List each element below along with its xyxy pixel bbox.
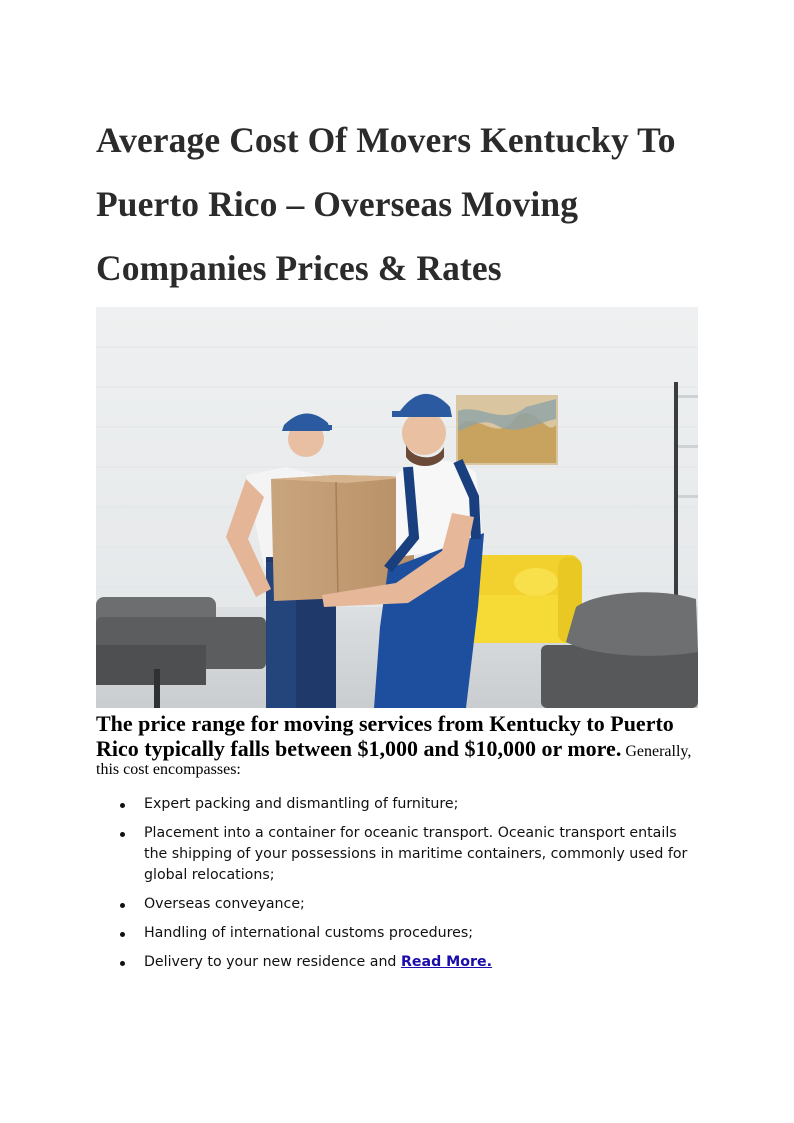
list-item: Placement into a container for oceanic transport. Oceanic transport entails the shipping of your possessions in maritime containers, commonly used for global relocations; [144,823,698,886]
list-item: Overseas conveyance; [144,894,698,915]
price-summary [96,711,698,778]
list-item: Handling of international customs procedures; [144,923,698,944]
price-summary-bold: The price range for moving services from Kentucky to Puerto Rico typically falls between $1,000 and $10,000 or more. [96,711,674,761]
services-list [96,794,698,973]
list-item [144,952,698,973]
read-more-link[interactable]: Read More. [400,954,493,970]
list-item-text: Delivery to your new residence and [144,954,397,970]
hero-image-movers [96,307,698,708]
article [96,108,698,981]
page-title: Average Cost Of Movers Kentucky To Puerto Rico – Overseas Moving Companies Prices & Rates [96,120,676,288]
price-summary-text: Generally, this cost encompasses: [96,743,692,778]
list-item: Expert packing and dismantling of furniture; [144,794,698,815]
